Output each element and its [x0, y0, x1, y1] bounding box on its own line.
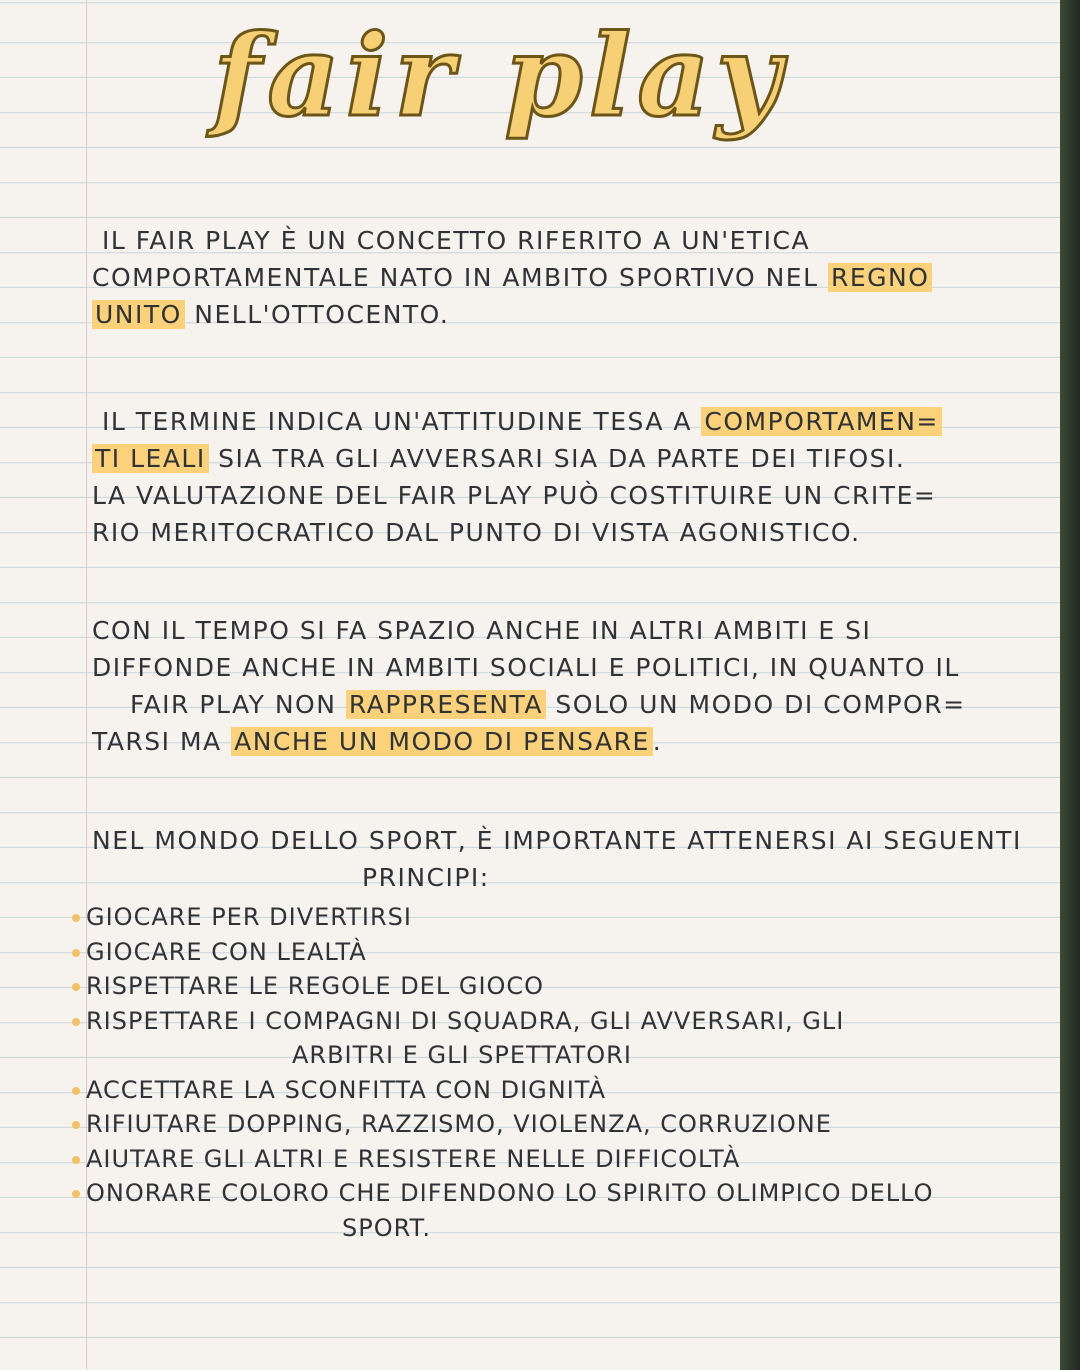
paragraph-3 [92, 612, 992, 760]
p4-line1: NEL MONDO DELLO SPORT, È IMPORTANTE ATTENERSI AI SEGUENTI [92, 826, 1022, 855]
highlight-comportamenti: COMPORTAMEN= [701, 407, 941, 436]
list-item-text: ONORARE COLORO CHE DIFENDONO LO SPIRITO OLIMPICO DELLO [86, 1179, 934, 1207]
p1-line3-text: NELL'OTTOCENTO. [184, 300, 450, 329]
list-item-continuation [72, 1038, 992, 1073]
list-item [72, 1004, 992, 1039]
paragraph-2 [92, 403, 992, 551]
p1-line1: IL FAIR PLAY È UN CONCETTO RIFERITO A UN'ETICA [102, 226, 811, 255]
list-item [72, 1073, 992, 1108]
p3-line4-rest: . [652, 727, 663, 756]
principles-list [72, 900, 992, 1245]
title-lettering [140, 0, 860, 160]
p1-line3 [92, 296, 992, 333]
background-edge [1060, 0, 1080, 1370]
list-item [72, 1176, 992, 1211]
p2-line1 [92, 403, 992, 440]
list-item-text: AIUTARE GLI ALTRI E RESISTERE NELLE DIFFICOLTÀ [86, 1144, 741, 1173]
p2-line1-text: IL TERMINE INDICA UN'ATTITUDINE TESA A [102, 407, 702, 436]
list-item-text: RIFIUTARE DOPPING, RAZZISMO, VIOLENZA, CORRUZIONE [86, 1110, 832, 1138]
p3-line3 [92, 686, 992, 723]
p1-line2-text: COMPORTAMENTALE NATO IN AMBITO SPORTIVO NEL [92, 263, 828, 292]
bullet-dot-icon [72, 1156, 80, 1164]
bullet-dot-icon [72, 1087, 80, 1095]
list-item-text: GIOCARE CON LEALTÀ [86, 937, 367, 966]
p3-line3-text: FAIR PLAY NON [130, 690, 346, 719]
page-title [140, 0, 860, 160]
bullet-dot-icon [72, 1190, 80, 1198]
list-item-text: RISPETTARE I COMPAGNI DI SQUADRA, GLI AVVERSARI, GLI [86, 1006, 845, 1035]
list-item [72, 1142, 992, 1177]
list-item-text: GIOCARE PER DIVERTIRSI [86, 903, 412, 931]
p4-line2: PRINCIPI: [362, 863, 490, 892]
list-item [72, 900, 992, 935]
bullet-dot-icon [72, 949, 80, 957]
list-item-text: SPORT. [342, 1213, 431, 1242]
p2-line3: LA VALUTAZIONE DEL FAIR PLAY PUÒ COSTITUIRE UN CRITE= [92, 481, 937, 510]
p2-line2-text: SIA TRA GLI AVVERSARI SIA DA PARTE DEI TIFOSI. [208, 444, 906, 473]
p2-line4: RIO MERITOCRATICO DAL PUNTO DI VISTA AGONISTICO. [92, 518, 861, 547]
list-item [72, 935, 992, 970]
paragraph-1 [92, 222, 992, 333]
highlight-anche-un-modo-di-pensare: ANCHE UN MODO DI PENSARE [231, 727, 653, 756]
list-item-text: RISPETTARE LE REGOLE DEL GIOCO [86, 972, 545, 1000]
bullet-dot-icon [72, 1121, 80, 1129]
highlight-leali: TI LEALI [92, 444, 209, 473]
bullet-dot-icon [72, 914, 80, 922]
highlight-regno: REGNO [828, 263, 932, 292]
p3-line1: CON IL TEMPO SI FA SPAZIO ANCHE IN ALTRI AMBITI E SI [92, 616, 872, 645]
list-item [72, 1107, 992, 1142]
highlight-rappresenta: RAPPRESENTA [346, 690, 546, 719]
p3-line4 [92, 723, 992, 760]
list-item [72, 969, 992, 1004]
bullet-dot-icon [72, 1018, 80, 1026]
list-item-text: ARBITRI E GLI SPETTATORI [292, 1041, 632, 1069]
paragraph-4 [92, 822, 1022, 896]
p3-line3-rest: SOLO UN MODO DI COMPOR= [545, 690, 966, 719]
p1-line2 [92, 259, 992, 296]
p2-line2 [92, 440, 992, 477]
bullet-dot-icon [72, 983, 80, 991]
list-item-text: ACCETTARE LA SCONFITTA CON DIGNITÀ [86, 1075, 606, 1104]
highlight-unito: UNITO [92, 300, 185, 329]
title-text: fair play [213, 11, 787, 142]
p3-line4-text: TARSI MA [92, 727, 232, 756]
p3-line2: DIFFONDE ANCHE IN AMBITI SOCIALI E POLITICI, IN QUANTO IL [92, 653, 960, 682]
list-item-continuation [72, 1211, 992, 1246]
